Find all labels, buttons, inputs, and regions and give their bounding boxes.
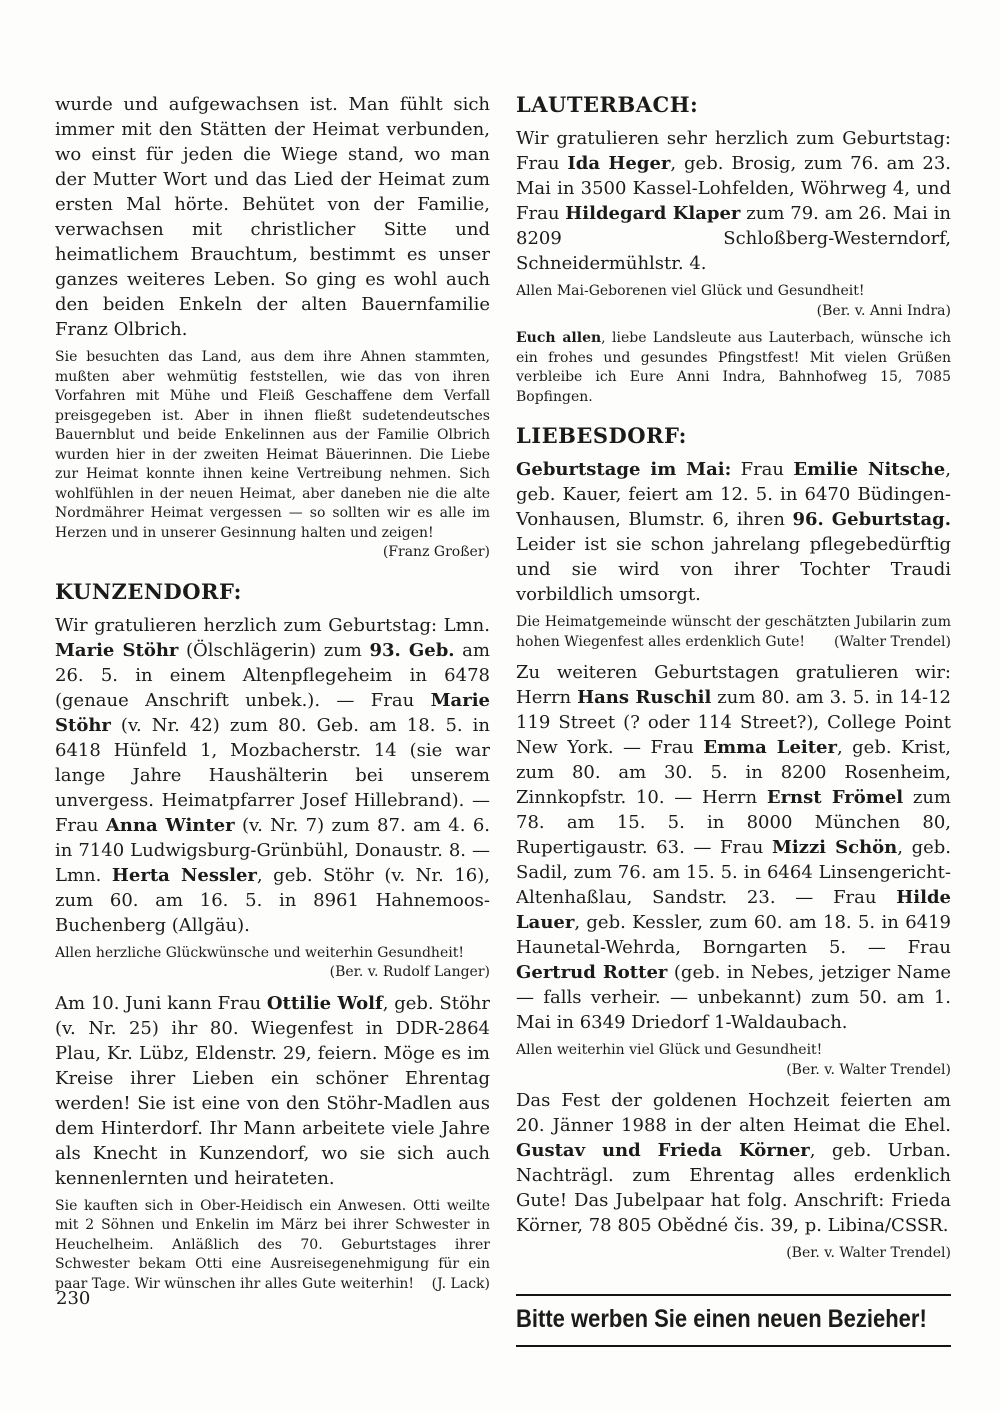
- text-segment: LAUTERBACH:: [516, 92, 699, 117]
- text-segment: zum 80. am 3. 5. in 14-12 119 Street (? oder 114 Street?), College Point New York. — Frau: [516, 687, 951, 758]
- paragraph: [55, 92, 490, 342]
- paragraph: [55, 991, 490, 1191]
- text-segment: Wir gratulieren herzlich zum Geburtstag: Lmn.: [55, 614, 490, 636]
- text-segment: Leider ist sie schon jahrelang pflegebedürftig und sie wird von ihrer Tochter Traudi vorbildlich umsorgt.: [516, 534, 951, 605]
- bold-text: Ernst Frömel: [766, 787, 904, 808]
- text-segment: , geb. Sadil, zum 76. am 15. 5. in 6464 Linsengericht-Altenhaßlau, Sandstr. 23. — Frau: [516, 837, 951, 908]
- bold-text: Mizzi Schön: [771, 837, 898, 858]
- bold-text: Euch allen: [516, 330, 602, 346]
- bold-text: Herta Nessler: [111, 864, 257, 886]
- byline: (Walter Trendel): [833, 633, 951, 650]
- text-segment: Sie kauften sich in Ober-Heidisch ein Anwesen. Otti weilte mit 2 Söhnen und Enkelin im März bei ihrer Schwester in Heuchelheim. Anläßlich des 70. Geburtstages ihrer Schwester bekam Otti eine Ausreisegenehmigung für ein paar Tage. Wir wünschen ihr alles Gute weiterhin!: [55, 1197, 490, 1292]
- text-segment: , geb. Kessler, zum 60. am 18. 5. in 6419 Haunetal-Wehrda, Borngarten 5. — Frau: [516, 912, 951, 958]
- text-segment: , liebe Landsleute aus Lauterbach, wünsche ich ein frohes und gesundes Pfingstfest! Mit vielen Grüßen verbleibe ich Eure Anni Indra, Bahnhofweg 15, 7085 Bopfingen.: [516, 330, 951, 405]
- text-segment: am 26. 5. in einem Altenpflegeheim in 6478 (genaue Anschrift unbek.). — Frau: [55, 639, 490, 711]
- text-segment: (geb. in Nebes, jetziger Name — falls verheir. — unbekannt) zum 50. am 1. Mai in 6349 Driedorf 1-Waldaubach.: [516, 962, 951, 1033]
- bold-text: Hilde Lauer: [516, 887, 951, 933]
- text-segment: Wir gratulieren sehr herzlich zum Geburtstag: Frau: [516, 128, 951, 174]
- bold-text: Emilie Nitsche: [793, 459, 946, 480]
- text-segment: zum 78. am 15. 5. in 8000 München 80, Rupertigaustr. 63. — Frau: [516, 787, 951, 858]
- byline: (Ber. v. Walter Trendel): [786, 1061, 951, 1078]
- text-segment: Allen weiterhin viel Glück und Gesundheit!: [516, 1042, 823, 1058]
- note-paragraph: [516, 282, 951, 321]
- left-column: [55, 92, 490, 1347]
- bold-text: 96. Geburtstag.: [792, 509, 951, 530]
- two-column-layout: [55, 92, 950, 1347]
- bold-text: Gertrud Rotter: [516, 962, 668, 983]
- bold-text: Ida Heger: [567, 153, 671, 174]
- note-paragraph: [516, 1041, 951, 1080]
- paragraph: [516, 457, 951, 607]
- text-segment: , geb. Krist, zum 80. am 30. 5. in 8200 Rosenheim, Zinnkopfstr. 10. — Herrn: [516, 737, 951, 808]
- section-heading: [55, 579, 490, 604]
- section-heading: [516, 423, 951, 448]
- section-heading: [516, 92, 951, 117]
- text-segment: , geb. Brosig, zum 76. am 23. Mai in 3500 Kassel-Lohfelden, Wöhrweg 4, und Frau: [516, 153, 951, 224]
- byline: (J. Lack): [431, 1275, 490, 1292]
- page-number: 230: [56, 1288, 91, 1309]
- paragraph: [55, 613, 490, 938]
- byline-paragraph: [516, 1244, 951, 1264]
- text-segment: Am 10. Juni kann Frau: [55, 992, 267, 1014]
- right-column: [516, 92, 951, 1347]
- text-segment: LIEBESDORF:: [516, 423, 687, 448]
- byline: (Ber. v. Anni Indra): [816, 302, 951, 319]
- text-segment: Die Heimatgemeinde wünscht der geschätzten Jubilarin zum hohen Wiegenfest alles erdenklich Gute!: [516, 614, 951, 650]
- text-segment: (Ber. v. Walter Trendel): [786, 1245, 951, 1261]
- paragraph: [516, 1088, 951, 1238]
- text-segment: Frau: [731, 459, 794, 480]
- bold-text: Ottilie Wolf: [266, 992, 383, 1014]
- note-paragraph: [55, 944, 490, 983]
- text-segment: Das Fest der goldenen Hochzeit feierten am 20. Jänner 1988 in der alten Heimat die Ehel.: [516, 1090, 951, 1136]
- note-paragraph: [516, 613, 951, 652]
- bold-text: Anna Winter: [105, 814, 235, 836]
- note-paragraph: [516, 329, 951, 407]
- text-segment: Allen Mai-Geborenen viel Glück und Gesundheit!: [516, 283, 865, 299]
- text-segment: Sie besuchten das Land, aus dem ihre Ahnen stammten, mußten aber wehmütig feststellen, wie das von ihren Vorfahren mit Mühe und Fleiß Geschaffene dem Verfall preisgegeben ist. Aber in ihnen fließt sudetendeutsches Bauernblut und beide Enkelinnen aus der Familie Olbrich wurden hier in der zweiten Heimat Bäuerinnen. Die Liebe zur Heimat konnte ihnen keine Vertreibung nehmen. Sich wohlfühlen in der neuen Heimat, aber daneben nie die alte Nordmährer Heimat vergessen — so sollten wir es alle im Herzen und in unserer Gesinnung halten und zeigen!: [55, 349, 490, 541]
- text-segment: KUNZENDORF:: [55, 578, 242, 604]
- text-segment: , geb. Urban. Nachträgl. zum Ehrentag alles erdenklich Gute! Das Jubelpaar hat folg. Anschrift: Frieda Körner, 78 805 Obědné čis. 39, p. Libina/CSSR.: [516, 1140, 951, 1236]
- note-paragraph: [55, 348, 490, 563]
- bold-text: Geburtstage im Mai:: [516, 459, 732, 480]
- text-segment: zum 79. am 26. Mai in 8209 Schloßberg-Westerndorf, Schneidermühlstr. 4.: [516, 203, 951, 274]
- byline: (Franz Großer): [382, 544, 490, 560]
- paragraph: [516, 660, 951, 1035]
- bold-text: Gustav und Frieda Körner: [516, 1140, 810, 1161]
- text-segment: Bitte werben Sie einen neuen Bezieher!: [516, 1304, 927, 1333]
- text-segment: , geb. Stöhr (v. Nr. 16), zum 60. am 16. 5. in 8961 Hahnemoos-Buchenberg (Allgäu).: [55, 864, 490, 936]
- text-segment: Allen herzliche Glückwünsche und weiterhin Gesundheit!: [55, 944, 464, 961]
- bold-text: Hans Ruschil: [577, 687, 712, 708]
- bold-text: Hildegard Klaper: [565, 203, 741, 224]
- text-segment: (v. Nr. 42) zum 80. Geb. am 18. 5. in 6418 Hünfeld 1, Mozbacherstr. 14 (sie war lange Jahre Haushälterin bei unserem unvergess. Heimatpfarrer Josef Hillebrand). — Frau: [55, 714, 490, 836]
- text-segment: wurde und aufgewachsen ist. Man fühlt sich immer mit den Stätten der Heimat verbunden, wo einst für jeden die Wiege stand, wo man der Mutter Wort und das Lied der Heimat zum ersten Mal hörte. Behütet von der Familie, verwachsen mit christlicher Sitte und heimatlichem Brauchtum, bestimmt es unser ganzes weiteres Leben. So ging es wohl auch den beiden Enkeln der alten Bauernfamilie Franz Olbrich.: [55, 94, 490, 340]
- text-segment: (Ölschlägerin) zum: [178, 639, 370, 661]
- subscribe-banner: [516, 1294, 951, 1347]
- text-segment: Zu weiteren Geburtstagen gratulieren wir: Herrn: [516, 662, 951, 708]
- text-segment: (v. Nr. 7) zum 87. am 4. 6. in 7140 Ludwigsburg-Grünbühl, Donaustr. 8. — Lmn.: [55, 814, 490, 886]
- text-segment: , geb. Kauer, feiert am 12. 5. in 6470 Büdingen-Vonhausen, Blumstr. 6, ihren: [516, 459, 951, 530]
- text-segment: , geb. Stöhr (v. Nr. 25) ihr 80. Wiegenfest in DDR-2864 Plau, Kr. Lübz, Eldenstr. 29, feiern. Möge es im Kreise ihrer Lieben ein schöner Ehrentag werden! Sie ist eine von den Stöhr-Madlen aus dem Hinterdorf. Ihr Mann arbeitete viele Jahre als Knecht in Kunzendorf, wo sie sich auch kennenlernten und heirateten.: [55, 992, 490, 1189]
- byline: (Ber. v. Rudolf Langer): [329, 964, 490, 980]
- paragraph: [516, 126, 951, 276]
- note-paragraph: [55, 1197, 490, 1295]
- bold-text: Emma Leiter: [703, 737, 837, 758]
- bold-text: 93. Geb.: [369, 639, 455, 661]
- bold-text: Marie Stöhr: [55, 639, 179, 661]
- bold-text: Marie Stöhr: [55, 689, 490, 736]
